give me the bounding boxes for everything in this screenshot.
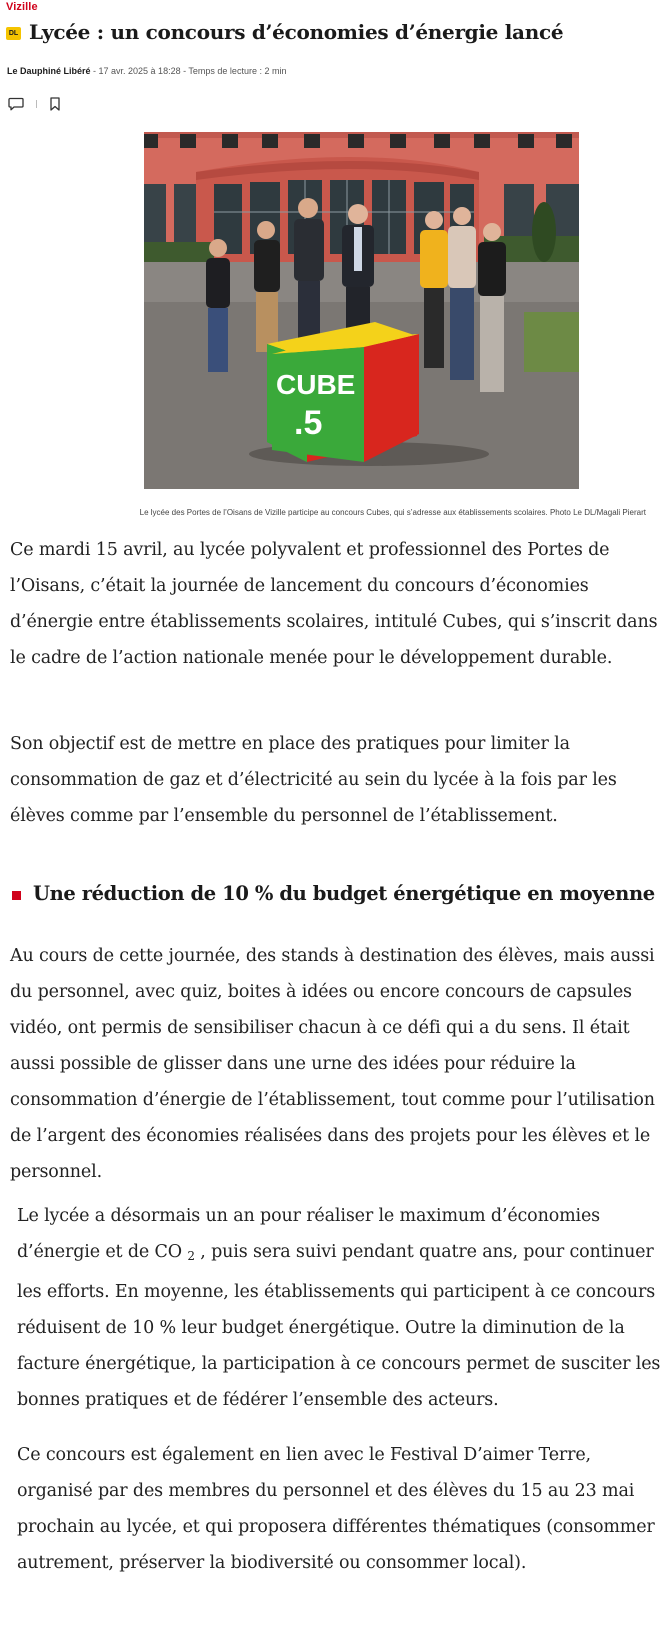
cube-text-line2: .5	[294, 404, 323, 442]
cube-text-line1: CUBE	[276, 369, 356, 400]
paragraph-3: Au cours de cette journée, des stands à destination des élèves, mais aussi du personnel, avec quiz, boites à idées ou encore concours de capsules vidéo, ont permis de sensibiliser chacun à ce défi qui a du sens. Il était aussi possible de glisser dans une urne des idées pour réduire la consommation d’énergie de l’établissement, tout comme pour l’utilisation de l’argent des économies réalisées dans des projets pour les élèves et le personnel.	[10, 946, 655, 1182]
source-name[interactable]: Le Dauphiné Libéré	[7, 66, 91, 76]
bookmark-icon[interactable]	[47, 96, 63, 112]
dl-logo-badge: DL	[6, 27, 21, 40]
paragraph-5: Ce concours est également en lien avec le Festival D’aimer Terre, organisé par des membres du personnel et des élèves du 15 au 23 mai prochain au lycée, et qui proposera différentes thématiques (consommer autrement, préserver la biodiversité ou consommer local).	[17, 1445, 655, 1573]
paragraph-2: Son objectif est de mettre en place des pratiques pour limiter la consommation de gaz et d’électricité au sein du lycée à la fois par les élèves comme par l’ensemble du personnel de l’établissement.	[10, 734, 617, 826]
comment-icon[interactable]	[8, 96, 24, 112]
article-photo	[144, 132, 579, 489]
paragraph-4-end: , puis sera suivi pendant quatre ans, pour continuer les efforts. En moyenne, les établissements qui participent à ce concours réduisent de 10 % leur budget énergétique. Outre la diminution de la facture énergétique, la participation à ce concours permet de susciter les bonnes pratiques et de fédérer l’ensemble des acteurs.	[17, 1242, 661, 1410]
subheading: Une réduction de 10 % du budget énergétique en moyenne	[33, 882, 655, 905]
article-title: Lycée : un concours d’économies d’énergie lancé	[29, 20, 564, 44]
red-square-marker	[12, 891, 21, 900]
subheading-row	[12, 882, 664, 905]
section-label[interactable]: Vizille	[6, 1, 38, 13]
article-meta	[7, 66, 286, 76]
article-actions	[8, 96, 63, 112]
publish-details: - 17 avr. 2025 à 18:28 - Temps de lecture : 2 min	[90, 66, 287, 76]
paragraph-1: Ce mardi 15 avril, au lycée polyvalent et professionnel des Portes de l’Oisans, c’était la journée de lancement du concours d’économies d’énergie entre établissements scolaires, intitulé Cubes, qui s’inscrit dans le cadre de l’action nationale menée pour le développement durable.	[10, 540, 658, 668]
title-row	[6, 20, 656, 44]
photo-caption: Le lycée des Portes de l’Oisans de Vizille participe au concours Cubes, qui s’adresse aux établissements scolaires. Photo Le DL/Magali Pierart	[139, 508, 646, 517]
paragraph-4-start: Le lycée a désormais un an pour réaliser le maximum d’économies d’énergie et de CO	[17, 1206, 601, 1262]
co2-subscript: 2	[187, 1249, 195, 1263]
action-divider	[36, 100, 37, 108]
paragraph-4	[17, 1198, 662, 1418]
